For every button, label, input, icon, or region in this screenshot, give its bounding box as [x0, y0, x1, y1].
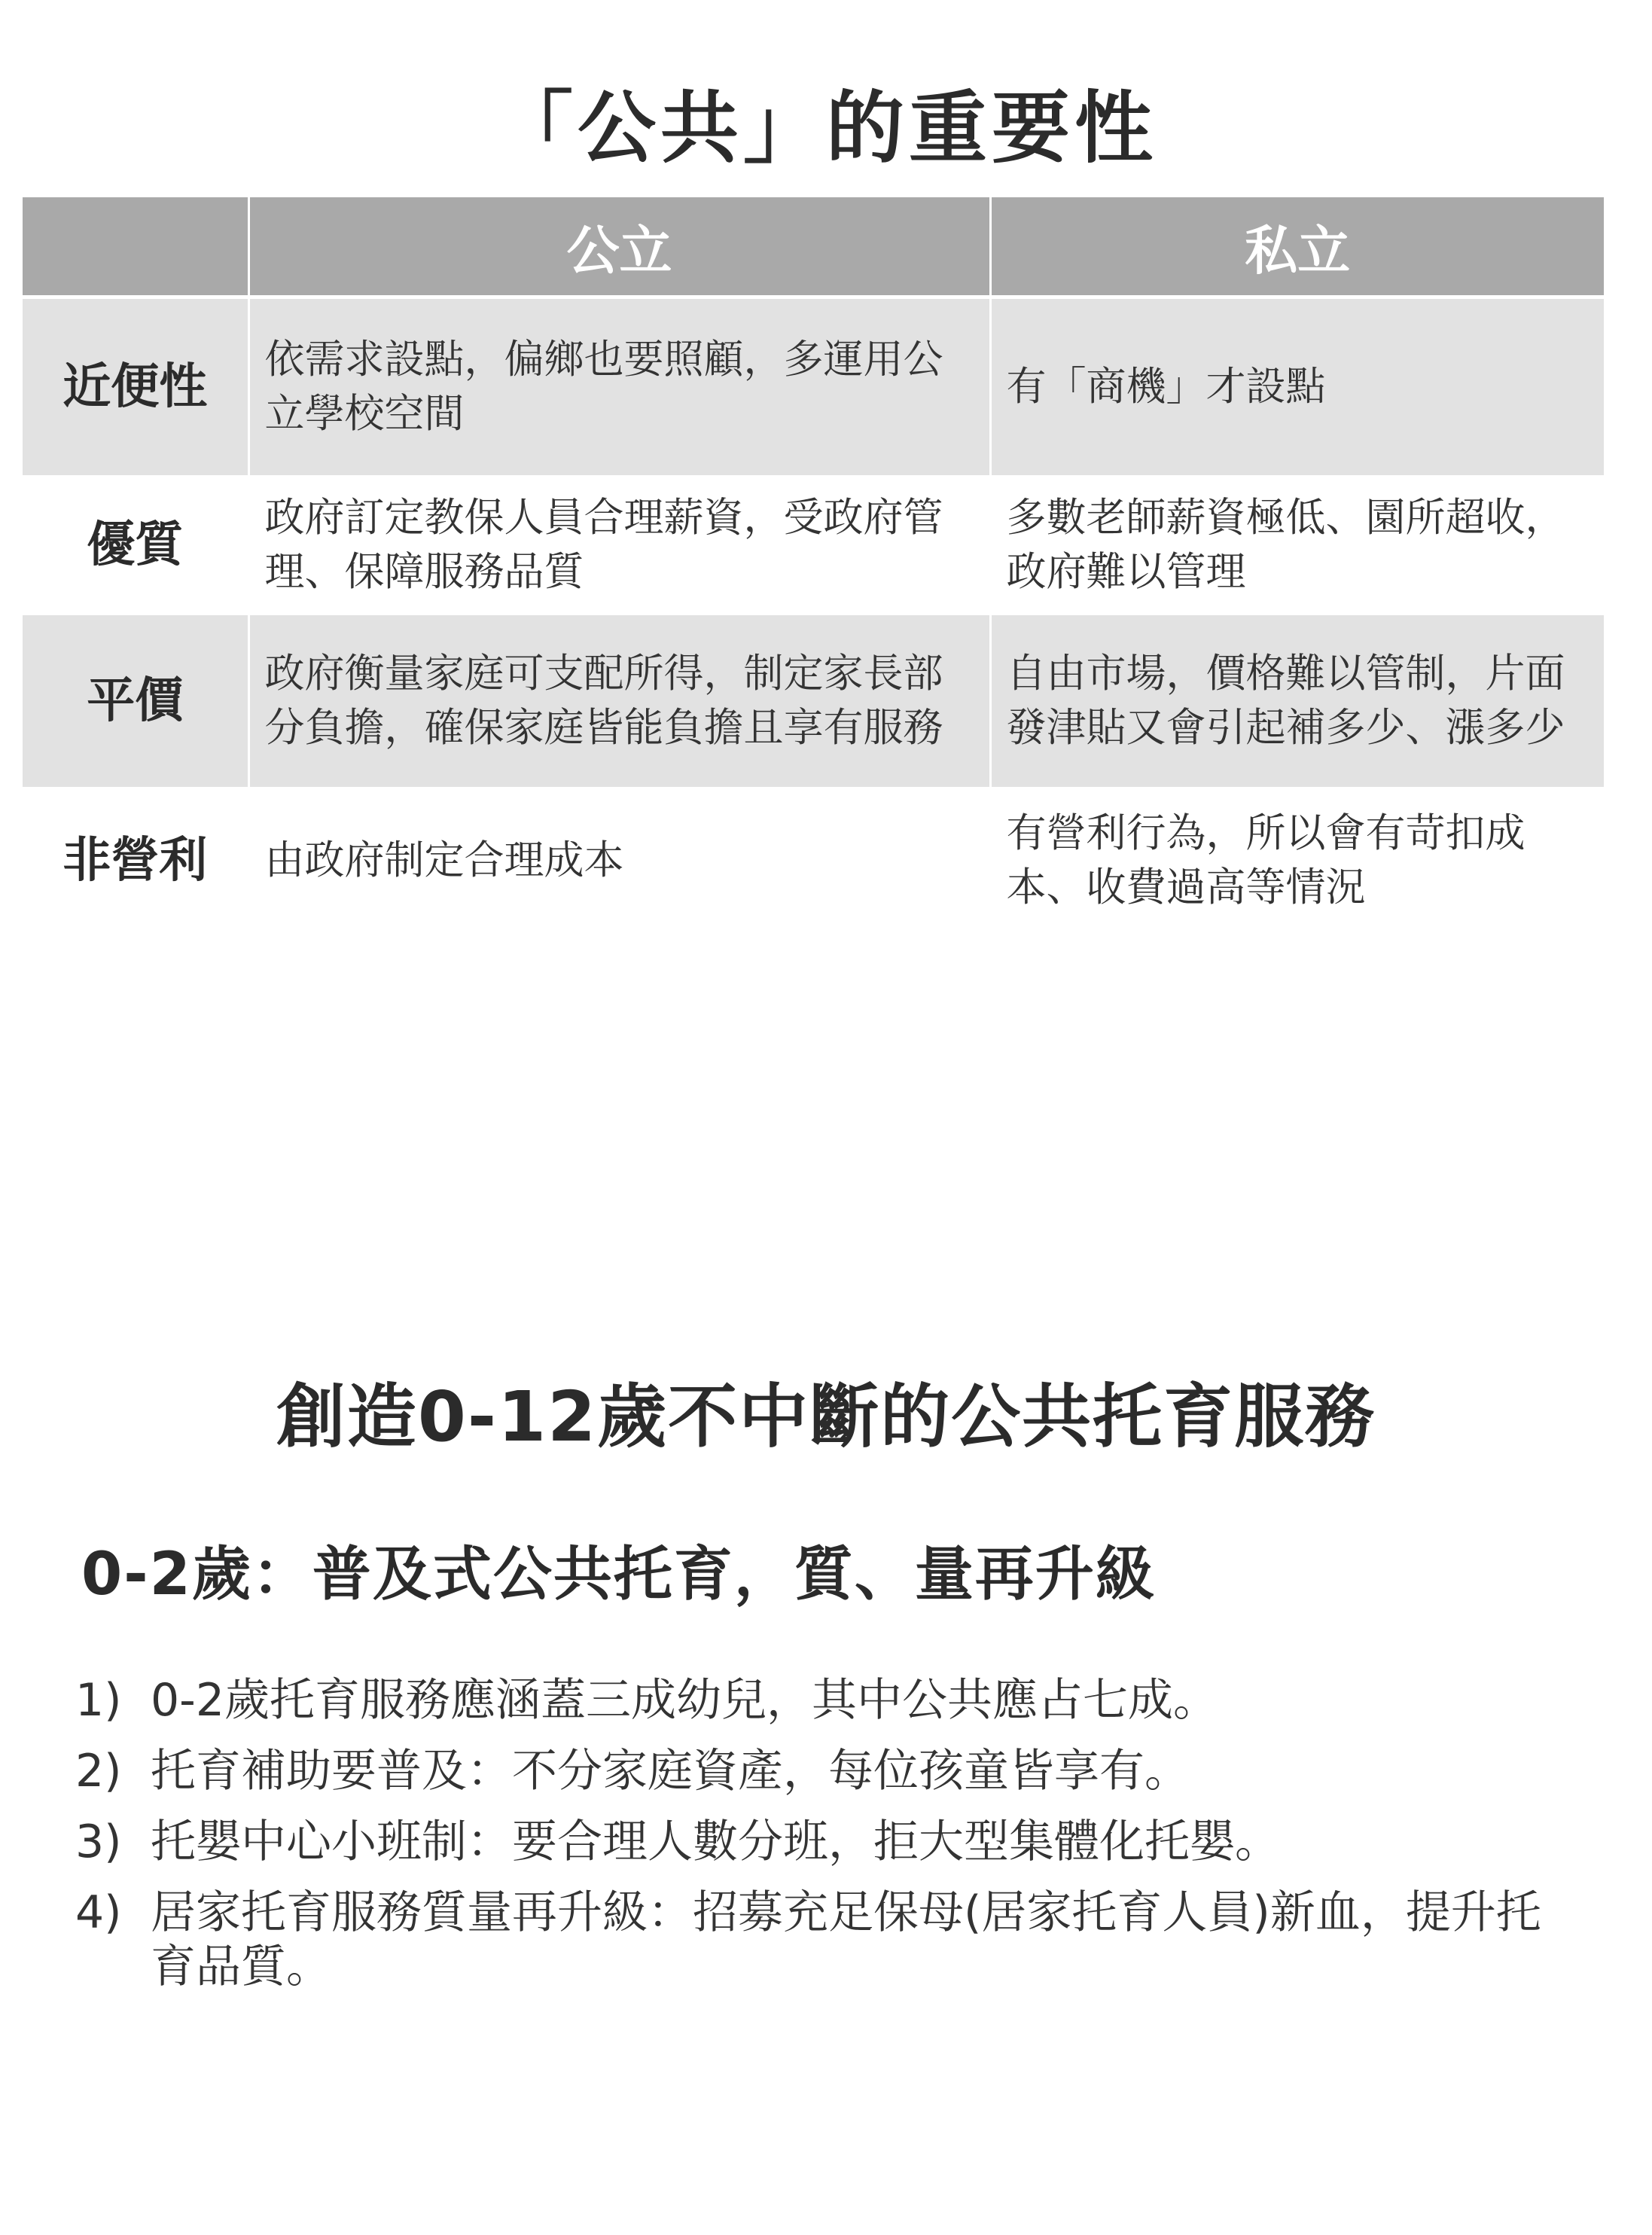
- table-row: [23, 297, 1604, 477]
- public-cell: 由政府制定合理成本: [248, 788, 990, 932]
- list-item: [75, 1744, 1566, 1798]
- header-public: 公立: [248, 197, 990, 297]
- list-item-number: 4): [75, 1886, 122, 1939]
- private-cell: 有營利行為，所以會有苛扣成本、收費過高等情況: [990, 788, 1604, 932]
- row-label: 近便性: [23, 297, 248, 477]
- private-cell: 自由市場，價格難以管制，片面發津貼又會引起補多少、漲多少: [990, 614, 1604, 788]
- row-label: 優質: [23, 477, 248, 614]
- public-cell: 政府訂定教保人員合理薪資，受政府管理、保障服務品質: [248, 477, 990, 614]
- header-private: 私立: [990, 197, 1604, 297]
- list-item: [75, 1886, 1566, 1994]
- page-title: 「公共」的重要性: [494, 82, 1157, 174]
- table-row: [23, 788, 1604, 932]
- public-cell: 政府衡量家庭可支配所得，制定家長部分負擔，確保家庭皆能負擔且享有服務: [248, 614, 990, 788]
- policy-list: [75, 1673, 1566, 2011]
- header-blank: [23, 197, 248, 297]
- section-title: 創造0-12歲不中斷的公共托育服務: [276, 1377, 1376, 1457]
- comparison-table: [23, 197, 1604, 932]
- list-item-number: 3): [75, 1816, 122, 1868]
- public-cell: 依需求設點，偏鄉也要照顧，多運用公立學校空間: [248, 297, 990, 477]
- list-item-text: 托育補助要普及：不分家庭資產，每位孩童皆享有。: [151, 1745, 1190, 1797]
- table-row: [23, 614, 1604, 788]
- list-item: [75, 1673, 1566, 1727]
- list-item-text: 0-2歲托育服務應涵蓋三成幼兒，其中公共應占七成。: [151, 1674, 1218, 1727]
- row-label: 非營利: [23, 788, 248, 932]
- sub-title: 0-2歲：普及式公共托育，質、量再升級: [81, 1541, 1156, 1608]
- list-item-text: 托嬰中心小班制：要合理人數分班，拒大型集體化托嬰。: [151, 1816, 1280, 1868]
- list-item-text: 居家托育服務質量再升級：招募充足保母(居家托育人員)新血，提升托育品質。: [151, 1886, 1541, 1993]
- row-label: 平價: [23, 614, 248, 788]
- list-item-number: 1): [75, 1674, 122, 1727]
- table-row: [23, 477, 1604, 614]
- table-header-row: [23, 197, 1604, 297]
- list-item-number: 2): [75, 1745, 122, 1797]
- private-cell: 有「商機」才設點: [990, 297, 1604, 477]
- private-cell: 多數老師薪資極低、園所超收，政府難以管理: [990, 477, 1604, 614]
- list-item: [75, 1815, 1566, 1869]
